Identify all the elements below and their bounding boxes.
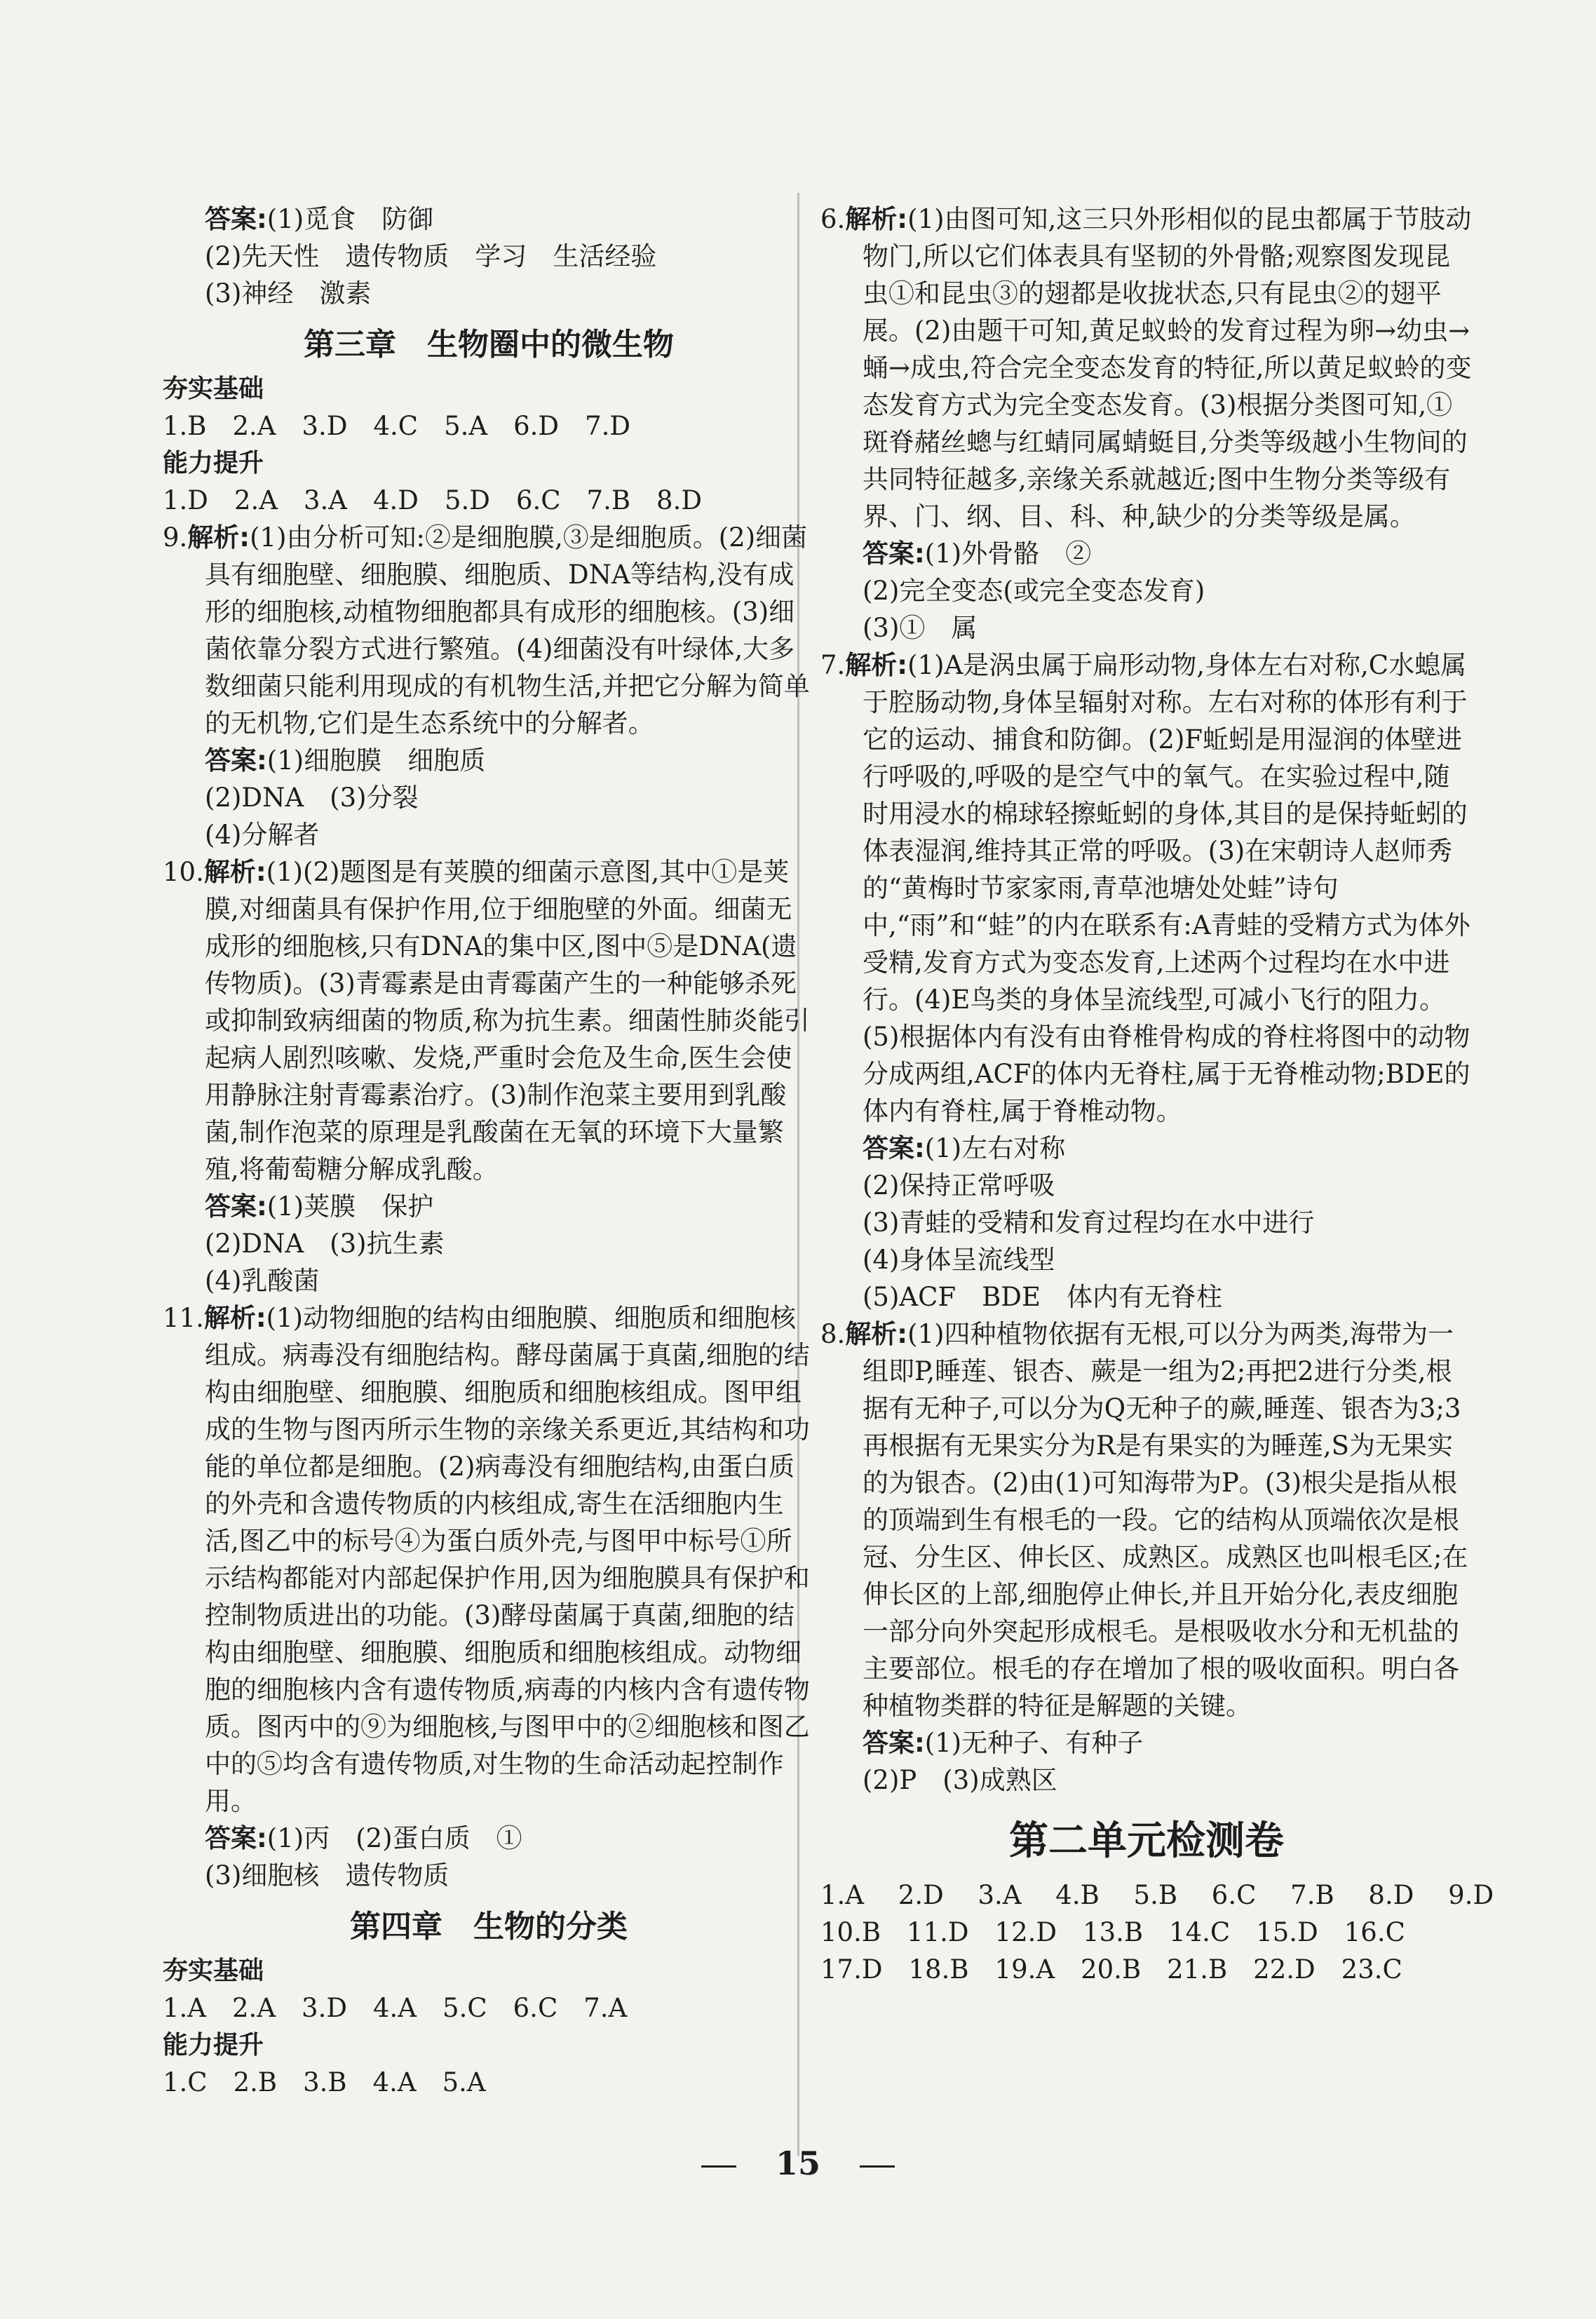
mc-answers: 17.D 18.B 19.A 20.B 21.B 22.D 23.C xyxy=(820,1954,1402,1985)
problem-7-answer: 答案:(1)左右对称 (2)保持正常呼吸 (3)青蛙的受精和发育过程均在水中进行 (4)身体呈流线型 (5)ACF BDE 体内有无脊柱 xyxy=(863,1133,1315,1312)
analysis-label: 解析: xyxy=(845,204,908,234)
answer-label: 答案: xyxy=(205,1823,267,1853)
section-heading-improve: 能力提升 xyxy=(163,449,264,478)
left-column xyxy=(163,201,815,2101)
section-heading-improve: 能力提升 xyxy=(163,2031,264,2060)
page-number-text: 15 xyxy=(775,2144,820,2182)
problem-8-analysis: 8.解析:(1)四种植物依据有无根,可以分为两类,海带为一组即P,睡莲、银杏、蕨是一组为2;再把2进行分类,根据有无种子,可以分为Q无种子的蕨,睡莲、银杏为3;3再根据有无果实分为R是有果实的为睡莲,S为无果实的为银杏。(2)由(1)可知海带为P。(3)根尖是指从根的顶端到生有根毛的一段。它的结构从顶端依次是根冠、分生区、伸长区、成熟区。成熟区也叫根毛区;在伸长区的上部,细胞停止伸长,并且开始分化,表皮细胞一部分向外突起形成根毛。是根吸收水分和无机盐的主要部位。根毛的存在增加了根的吸收面积。明白各种植物类群的特征是解题的关键。 xyxy=(820,1319,1468,1721)
analysis-label: 解析: xyxy=(187,522,250,553)
answer-label: 答案: xyxy=(205,1191,267,1222)
right-column xyxy=(820,201,1494,1988)
analysis-label: 解析: xyxy=(203,1303,266,1333)
section-heading-basic: 夯实基础 xyxy=(163,374,264,403)
answer-label: 答案: xyxy=(863,1133,925,1163)
answer-label: 答案: xyxy=(863,539,925,569)
mc-answers: 1.B 2.A 3.D 4.C 5.A 6.D 7.D xyxy=(163,411,631,441)
answer-label: 答案: xyxy=(205,204,267,234)
page-dash xyxy=(701,2165,736,2168)
chapter-4-title: 第四章 生物的分类 xyxy=(350,1909,628,1945)
analysis-label: 解析: xyxy=(845,1319,908,1349)
analysis-label: 解析: xyxy=(845,650,908,680)
answer-line: (1)觅食 防御 xyxy=(266,204,434,234)
unit-test-title: 第二单元检测卷 xyxy=(1009,1818,1284,1864)
section-heading-basic: 夯实基础 xyxy=(163,1956,264,1985)
answer-label: 答案: xyxy=(863,1728,925,1758)
problem-7-analysis: 7.解析:(1)A是涡虫属于扁形动物,身体左右对称,C水螅属于腔肠动物,身体呈辐射对称。左右对称的体形有利于它的运动、捕食和防御。(2)F蚯蚓是用湿润的体壁进行呼吸的,呼吸的是空气中的氧气。在实验过程中,随时用浸水的棉球轻擦蚯蚓的身体,其目的是保持蚯蚓的体表湿润,维持其正常的呼吸。(3)在宋朝诗人赵师秀的“黄梅时节家家雨,青草池塘处处蛙”诗句中,“雨”和“蛙”的内在联系有:A青蛙的受精方式为体外受精,发育方式为变态发育,上述两个过程均在水中进行。(4)E鸟类的身体呈流线型,可减小飞行的阻力。(5)根据体内有没有由脊椎骨构成的脊柱将图中的动物分成两组,ACF的体内无脊柱,属于无脊椎动物;BDE的体内有脊柱,属于脊椎动物。 xyxy=(820,650,1470,1126)
problem-10-answer: 答案:(1)荚膜 保护 (2)DNA (3)抗生素 (4)乳酸菌 xyxy=(205,1191,445,1296)
problem-6-answer: 答案:(1)外骨骼 ② (2)完全变态(或完全变态发育) (3)① 属 xyxy=(863,539,1205,643)
page-number xyxy=(0,2144,1596,2182)
mc-answers: 1.C 2.B 3.B 4.A 5.A xyxy=(163,2067,486,2097)
problem-9-answer: 答案:(1)细胞膜 细胞质 (2)DNA (3)分裂 (4)分解者 xyxy=(205,745,486,850)
answer-label: 答案: xyxy=(205,745,267,776)
mc-answers: 10.B 11.D 12.D 13.B 14.C 15.D 16.C xyxy=(820,1917,1405,1947)
page-dash xyxy=(860,2165,895,2168)
problem-6-analysis: 6.解析:(1)由图可知,这三只外形相似的昆虫都属于节肢动物门,所以它们体表具有坚韧的外骨骼;观察图发现昆虫①和昆虫③的翅都是收拢状态,只有昆虫②的翅平展。(2)由题干可知,黄足蚁蛉的发育过程为卵→幼虫→蛹→成虫,符合完全变态发育的特征,所以黄足蚁蛉的变态发育方式为完全变态发育。(3)根据分类图可知,①斑脊赭丝蟌与红蜻同属蜻蜓目,分类等级越小生物间的共同特征越多,亲缘关系就越近;图中生物分类等级有界、门、纲、目、科、种,缺少的分类等级是属。 xyxy=(820,204,1472,532)
problem-11-answer: 答案:(1)丙 (2)蛋白质 ① (3)细胞核 遗传物质 xyxy=(205,1823,522,1891)
mc-answers: 1.A 2.D 3.A 4.B 5.B 6.C 7.B 8.D 9.D xyxy=(820,1880,1494,1910)
answer-block xyxy=(163,201,815,312)
mc-answers: 1.D 2.A 3.A 4.D 5.D 6.C 7.B 8.D xyxy=(163,485,703,515)
problem-11-analysis: 11.解析:(1)动物细胞的结构由细胞膜、细胞质和细胞核组成。病毒没有细胞结构。酵母菌属于真菌,细胞的结构由细胞壁、细胞膜、细胞质和细胞核组成。图甲组成的生物与图丙所示生物的亲缘关系更近,其结构和功能的单位都是细胞。(2)病毒没有细胞结构,由蛋白质的外壳和含遗传物质的内核组成,寄生在活细胞内生活,图乙中的标号④为蛋白质外壳,与图甲中标号①所示结构都能对内部起保护作用,因为细胞膜具有保护和控制物质进出的功能。(3)酵母菌属于真菌,细胞的结构由细胞壁、细胞膜、细胞质和细胞核组成。动物细胞的细胞核内含有遗传物质,病毒的内核内含有遗传物质。图丙中的⑨为细胞核,与图甲中的②细胞核和图乙中的⑤均含有遗传物质,对生物的生命活动起控制作用。 xyxy=(163,1303,810,1816)
analysis-label: 解析: xyxy=(203,857,266,887)
mc-answers: 1.A 2.A 3.D 4.A 5.C 6.C 7.A xyxy=(163,1993,628,2023)
problem-10-analysis: 10.解析:(1)(2)题图是有荚膜的细菌示意图,其中①是荚膜,对细菌具有保护作用,位于细胞壁的外面。细菌无成形的细胞核,只有DNA的集中区,图中⑤是DNA(遗传物质)。(3)青霉素是由青霉菌产生的一种能够杀死或抑制致病细菌的物质,称为抗生素。细菌性肺炎能引起病人剧烈咳嗽、发烧,严重时会危及生命,医生会使用静脉注射青霉素治疗。(3)制作泡菜主要用到乳酸菌,制作泡菜的原理是乳酸菌在无氧的环境下大量繁殖,将葡萄糖分解成乳酸。 xyxy=(163,857,810,1184)
answer-line: (2)先天性 遗传物质 学习 生活经验 xyxy=(205,241,657,271)
problem-9-analysis: 9.解析:(1)由分析可知:②是细胞膜,③是细胞质。(2)细菌具有细胞壁、细胞膜、细胞质、DNA等结构,没有成形的细胞核,动植物细胞都具有成形的细胞核。(3)细菌依靠分裂方式进行繁殖。(4)细菌没有叶绿体,大多数细菌只能利用现成的有机物生活,并把它分解为简单的无机物,它们是生态系统中的分解者。 xyxy=(163,522,810,738)
answer-line: (3)神经 激素 xyxy=(205,278,372,309)
problem-8-answer: 答案:(1)无种子、有种子 (2)P (3)成熟区 xyxy=(863,1728,1144,1795)
chapter-3-title: 第三章 生物圈中的微生物 xyxy=(304,327,674,363)
